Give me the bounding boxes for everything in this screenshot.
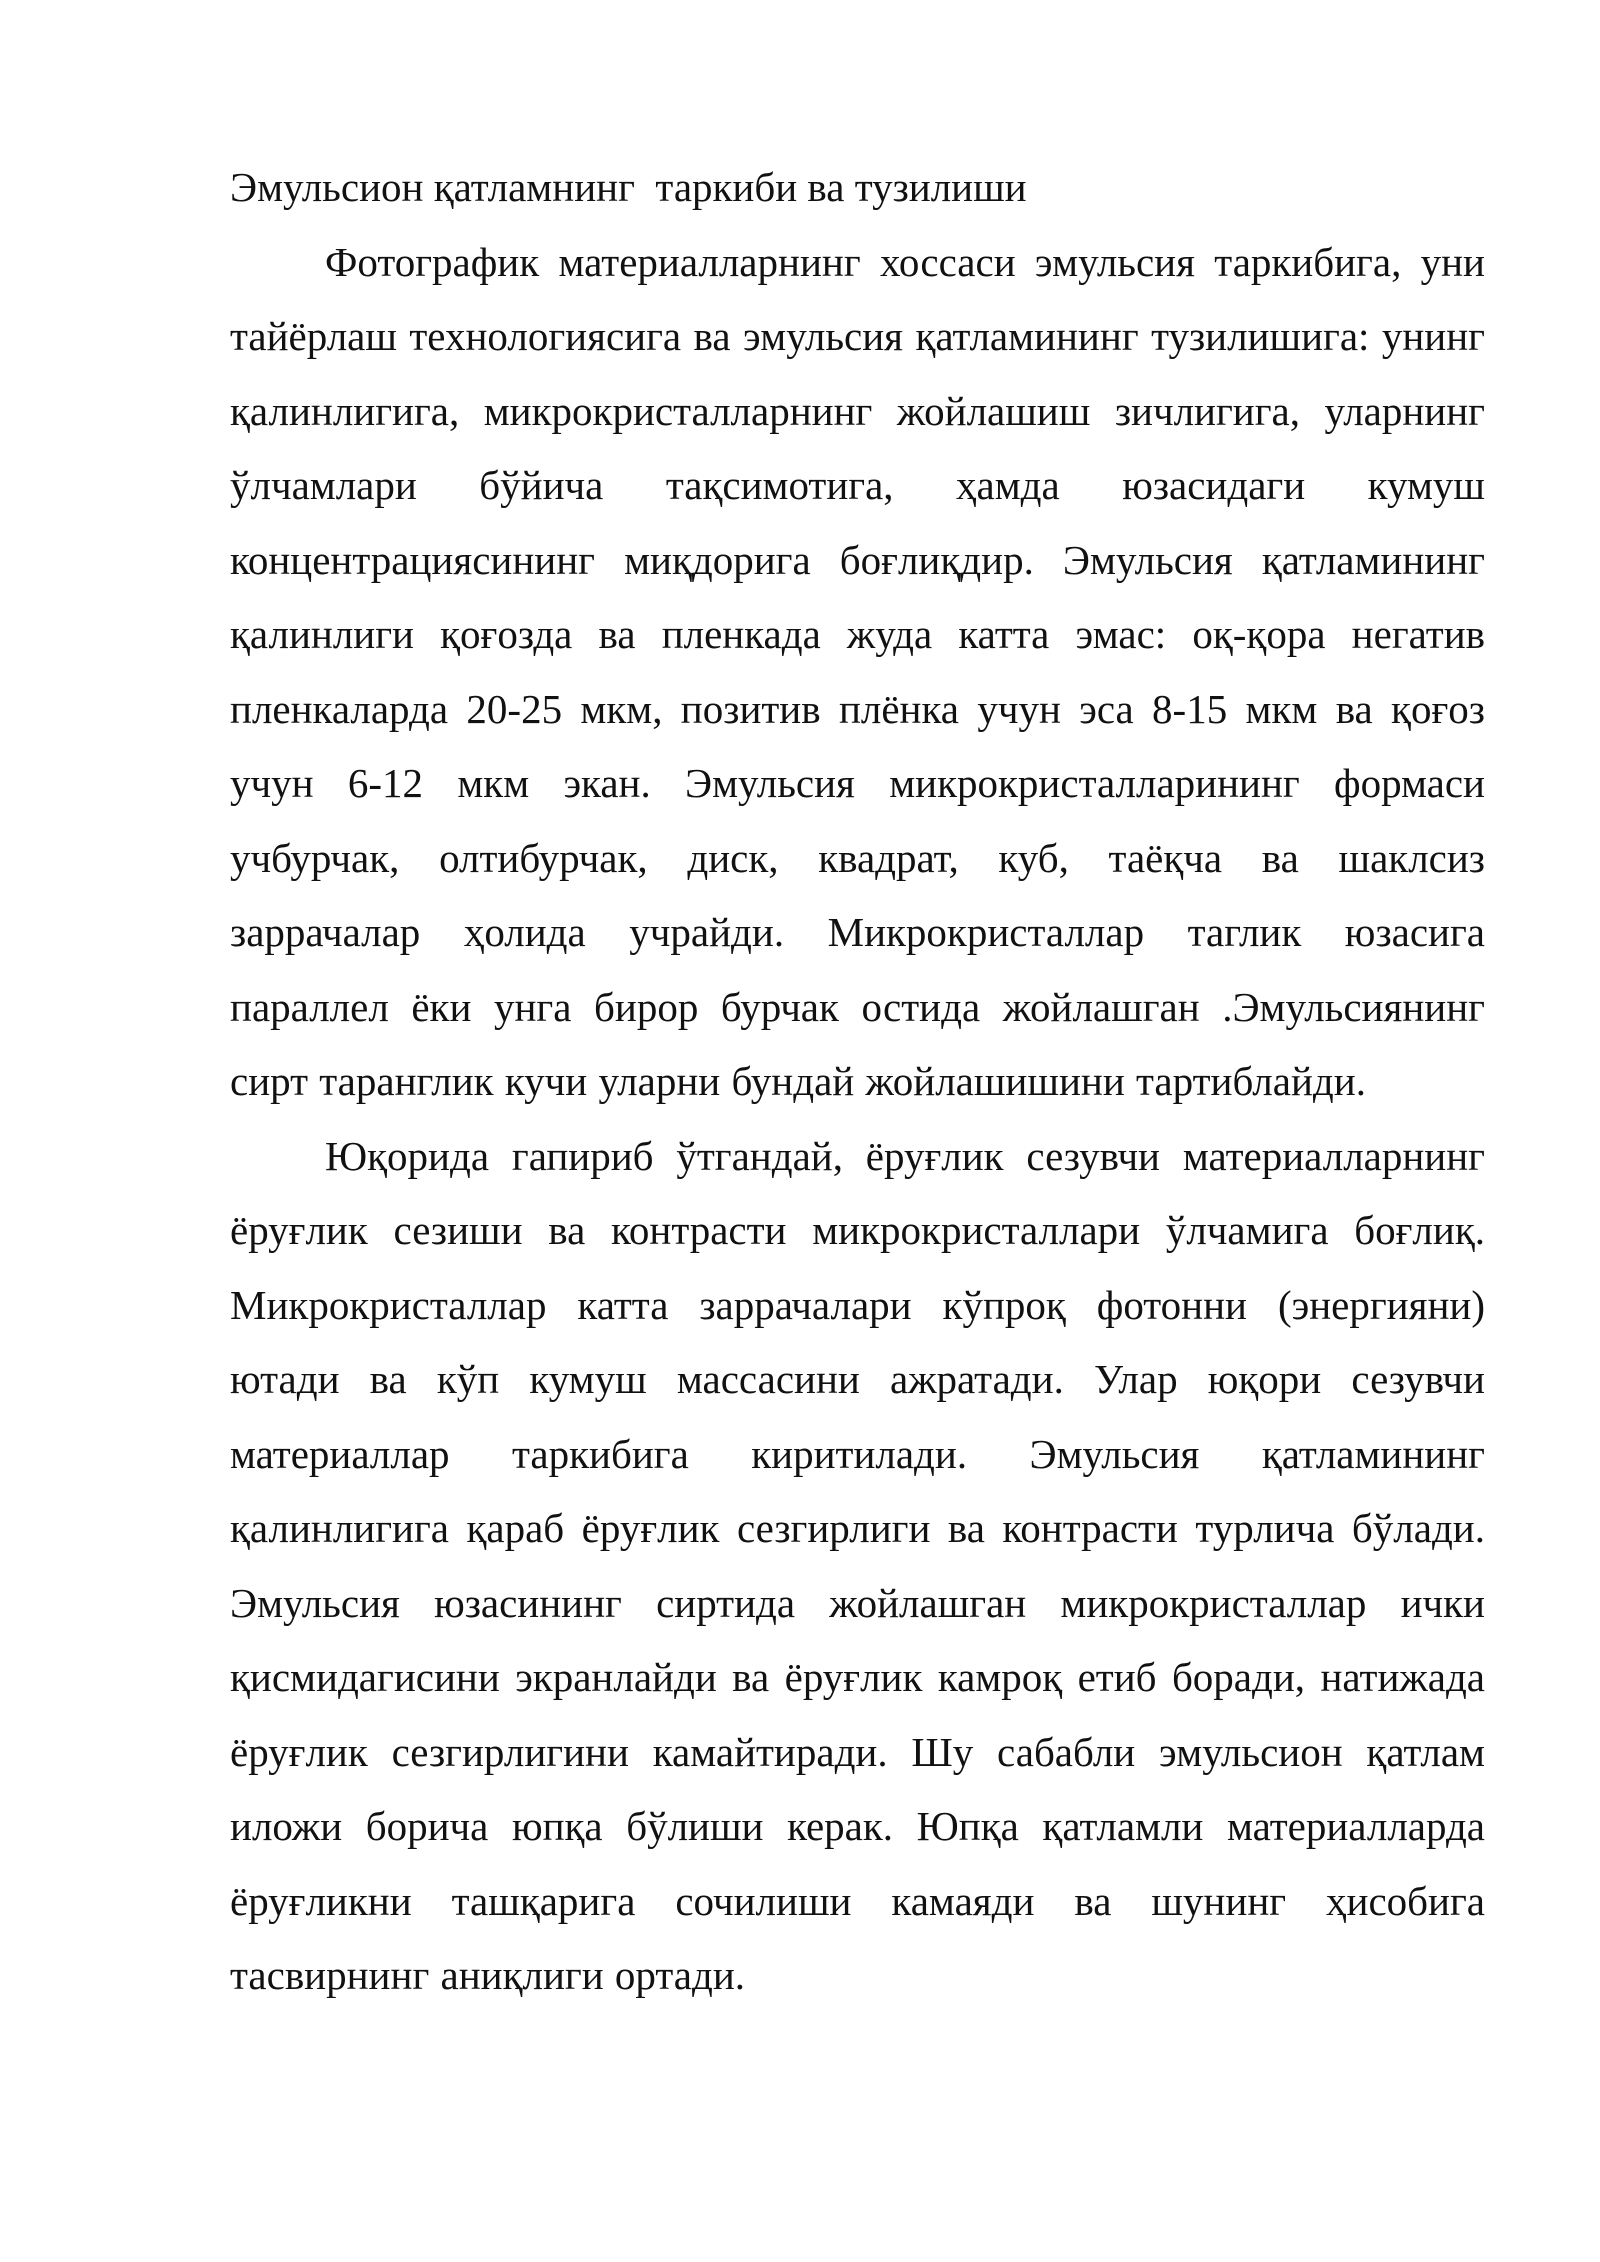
document-heading: Эмульсион қатламнинг таркиби ва тузилиши [230,164,1027,210]
paragraph-1: Фотографик материалларнинг хоссаси эмульсия таркибига, уни тайёрлаш технологиясига ва эмульсия қатламининг тузилишига: унинг қалинлигига, микрокристалларнинг жойлашиш зичлигига, уларнинг ўлчамлари бўйича тақсимотига, ҳамда юзасидаги кумуш концентрациясининг миқдорига боғлиқдир. Эмульсия қатламининг қалинлиги қоғозда ва пленкада жуда катта эмас: оқ-қора негатив пленкаларда 20-25 мкм, позитив плёнка учун эса 8-15 мкм ва қоғоз учун 6-12 мкм экан. Эмульсия микрокристалларининг формаси учбурчак, олтибурчак, диск, квадрат, куб, таёқча ва шаклсиз заррачалар ҳолида учрайди. Микрокристаллар таглик юзасига параллел ёки унга бирор бурчак остида жойлашган .Эмульсиянинг сирт таранглик кучи уларни бундай жойлашишини тартиблайди. [230,238,1485,1104]
document-body [230,150,1485,2013]
paragraph-2: Юқорида гапириб ўтгандай, ёруғлик сезувчи материалларнинг ёруғлик сезиши ва контрасти микрокристаллари ўлчамига боғлиқ. Микрокристаллар катта заррачалари кўпроқ фотонни (энергияни) ютади ва кўп кумуш массасини ажратади. Улар юқори сезувчи материаллар таркибига киритилади. Эмульсия қатламининг қалинлигига қараб ёруғлик сезгирлиги ва контрасти турлича бўлади. Эмульсия юзасининг сиртида жойлашган микрокристаллар ички қисмидагисини экранлайди ва ёруғлик камроқ етиб боради, натижада ёруғлик сезгирлигини камайтиради. Шу сабабли эмульсион қатлам иложи борича юпқа бўлиши керак. Юпқа қатламли материалларда ёруғликни ташқарига сочилиши камаяди ва шунинг ҳисобига тасвирнинг аниқлиги ортади. [230,1132,1485,1998]
